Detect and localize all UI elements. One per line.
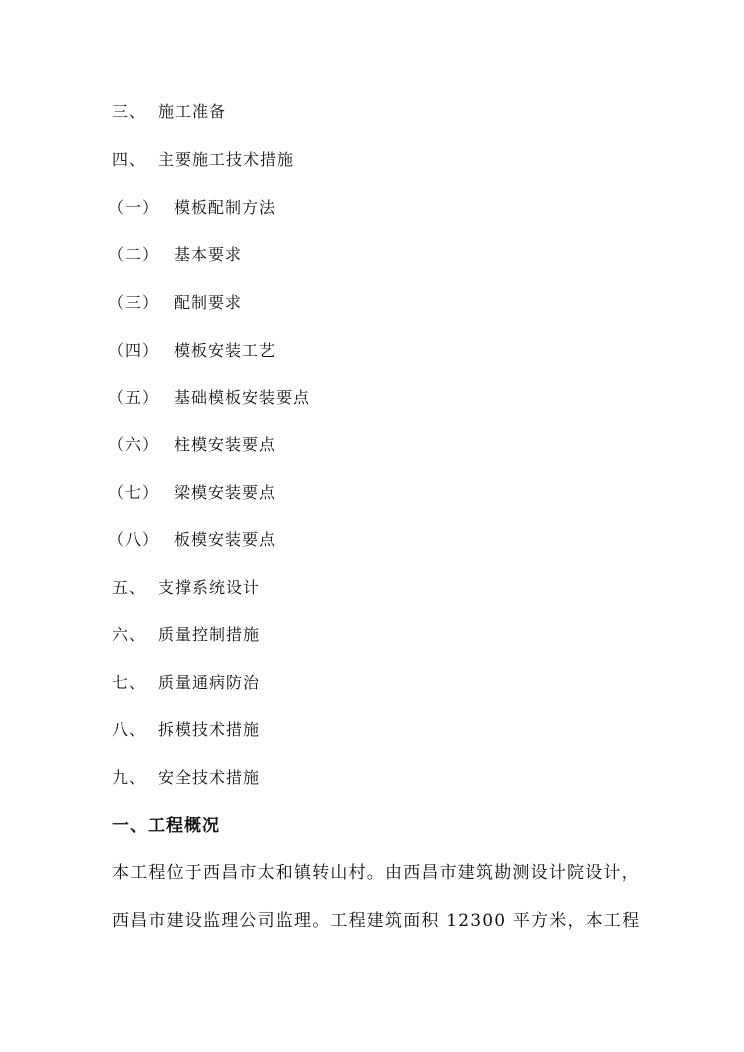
toc-title: 支撑系统设计 bbox=[158, 578, 261, 597]
toc-item-8 bbox=[112, 720, 260, 740]
toc-title: 配制要求 bbox=[174, 293, 243, 312]
toc-number: （七） bbox=[108, 483, 160, 502]
toc-number: （三） bbox=[108, 293, 160, 312]
toc-number: 三、 bbox=[112, 102, 147, 121]
toc-number: （五） bbox=[108, 388, 160, 407]
toc-subitem-2 bbox=[108, 245, 243, 265]
toc-item-4 bbox=[112, 150, 294, 170]
toc-subitem-8 bbox=[108, 530, 277, 550]
toc-number: （四） bbox=[108, 341, 160, 360]
toc-subitem-5 bbox=[108, 388, 311, 408]
toc-title: 基本要求 bbox=[174, 245, 243, 264]
toc-number: （一） bbox=[108, 198, 160, 217]
toc-subitem-1 bbox=[108, 198, 277, 218]
toc-item-3 bbox=[112, 102, 226, 122]
toc-title: 施工准备 bbox=[158, 102, 227, 121]
paragraph-line-1: 本工程位于西昌市太和镇转山村。由西昌市建筑勘测设计院设计， bbox=[112, 863, 640, 883]
toc-subitem-4 bbox=[108, 341, 277, 361]
section-heading: 一、工程概况 bbox=[112, 816, 220, 836]
toc-subitem-7 bbox=[108, 483, 277, 503]
toc-number: （二） bbox=[108, 245, 160, 264]
toc-title: 模板安装工艺 bbox=[174, 341, 277, 360]
toc-title: 基础模板安装要点 bbox=[174, 388, 311, 407]
toc-subitem-3 bbox=[108, 293, 243, 313]
toc-number: 四、 bbox=[112, 150, 147, 169]
toc-item-5 bbox=[112, 578, 260, 598]
toc-title: 模板配制方法 bbox=[174, 198, 277, 217]
toc-number: （八） bbox=[108, 530, 160, 549]
toc-number: （六） bbox=[108, 435, 160, 454]
toc-title: 板模安装要点 bbox=[174, 530, 277, 549]
toc-item-9 bbox=[112, 768, 260, 788]
toc-title: 质量控制措施 bbox=[158, 625, 261, 644]
toc-title: 柱模安装要点 bbox=[174, 435, 277, 454]
toc-title: 主要施工技术措施 bbox=[158, 150, 295, 169]
toc-item-7 bbox=[112, 673, 260, 693]
toc-item-6 bbox=[112, 625, 260, 645]
toc-title: 质量通病防治 bbox=[158, 673, 261, 692]
toc-number: 七、 bbox=[112, 673, 147, 692]
toc-number: 八、 bbox=[112, 720, 147, 739]
toc-number: 五、 bbox=[112, 578, 147, 597]
toc-title: 拆模技术措施 bbox=[158, 720, 261, 739]
toc-subitem-6 bbox=[108, 435, 277, 455]
toc-title: 安全技术措施 bbox=[158, 768, 261, 787]
toc-title: 梁模安装要点 bbox=[174, 483, 277, 502]
paragraph-line-2: 西昌市建设监理公司监理。工程建筑面积 12300 平方米，本工程 bbox=[112, 911, 641, 931]
toc-number: 九、 bbox=[112, 768, 147, 787]
toc-number: 六、 bbox=[112, 625, 147, 644]
